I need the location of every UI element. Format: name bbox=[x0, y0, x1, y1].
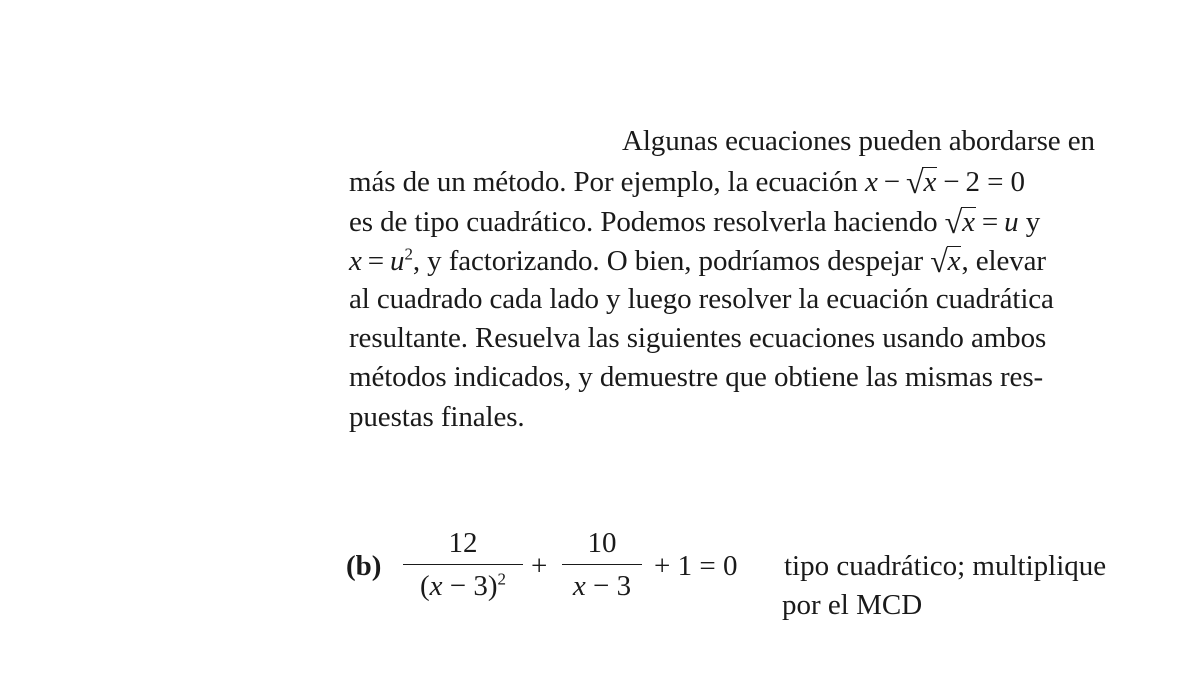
math-var-u: u bbox=[390, 245, 405, 278]
fraction-numerator: 12 bbox=[448, 527, 478, 559]
paragraph-line-1-text: Algunas ecuaciones pueden abordarse en bbox=[622, 125, 1095, 157]
radical-sign: √ bbox=[930, 243, 948, 280]
denominator-rest: − 3) bbox=[442, 570, 498, 602]
radicand: x bbox=[947, 245, 961, 278]
method-hint-line-2: por el MCD bbox=[782, 589, 923, 621]
math-equals: = bbox=[367, 245, 385, 278]
paragraph-line-5: al cuadrado cada lado y luego resolver la ecuación cuadrática bbox=[349, 282, 1054, 315]
math-var-x: x bbox=[429, 570, 443, 602]
math-exponent: 2 bbox=[404, 244, 413, 264]
paragraph-line-4 bbox=[349, 240, 1169, 279]
paragraph-line-2 bbox=[349, 161, 1169, 200]
method-hint-line-1: tipo cuadrático; multiplique bbox=[784, 550, 1107, 582]
paragraph-line-3-end: y bbox=[1025, 205, 1041, 238]
fraction-numerator: 10 bbox=[587, 527, 617, 559]
sqrt-expression bbox=[906, 161, 937, 202]
sqrt-expression bbox=[945, 201, 976, 242]
exercise-b bbox=[346, 522, 1166, 622]
math-minus: − bbox=[883, 166, 900, 199]
fraction-12-over-x-minus-3-squared bbox=[403, 524, 523, 605]
fraction-10-over-x-minus-3 bbox=[562, 524, 642, 605]
radicand: x bbox=[923, 166, 937, 199]
math-equals: = bbox=[981, 205, 999, 238]
paragraph-line-2-text: más de un método. Por ejemplo, la ecuación bbox=[349, 166, 858, 199]
math-var-u: u bbox=[1004, 205, 1019, 238]
paragraph-line-4-end: , elevar bbox=[961, 245, 1046, 278]
math-var-x: x bbox=[349, 245, 362, 278]
fraction-bar bbox=[562, 564, 642, 565]
math-var-x: x bbox=[572, 570, 586, 602]
paragraph-line-3 bbox=[349, 201, 1169, 240]
equation-tail: + 1 = 0 bbox=[654, 550, 738, 582]
paragraph-line-6: resultante. Resuelva las siguientes ecuaciones usando ambos bbox=[349, 321, 1047, 354]
paragraph-line-1 bbox=[349, 122, 1169, 161]
sqrt-expression bbox=[930, 240, 961, 281]
exercise-label: (b) bbox=[346, 550, 382, 582]
math-var-x: x bbox=[864, 166, 878, 199]
radical-sign: √ bbox=[944, 203, 963, 240]
fraction-denominator bbox=[562, 567, 642, 605]
paragraph-line-3-text: es de tipo cuadrático. Podemos resolverla haciendo bbox=[349, 205, 938, 238]
math-exponent: 2 bbox=[497, 569, 507, 589]
radical-sign: √ bbox=[906, 164, 924, 201]
radicand: x bbox=[962, 205, 975, 238]
math-plus: + bbox=[531, 550, 548, 582]
math-equals-zero: 2 = 0 bbox=[965, 166, 1025, 199]
problem-paragraph bbox=[349, 122, 1169, 437]
fraction-bar bbox=[403, 564, 523, 565]
math-minus: − bbox=[943, 166, 960, 199]
paragraph-line-8: puestas finales. bbox=[349, 400, 525, 433]
paragraph-line-4-text: , y factorizando. O bien, podríamos despejar bbox=[412, 245, 924, 278]
denominator-rest: − 3 bbox=[585, 570, 632, 602]
fraction-denominator bbox=[403, 567, 523, 605]
paren-open: ( bbox=[419, 570, 430, 602]
paragraph-line-7: métodos indicados, y demuestre que obtiene las mismas res- bbox=[349, 361, 1044, 394]
